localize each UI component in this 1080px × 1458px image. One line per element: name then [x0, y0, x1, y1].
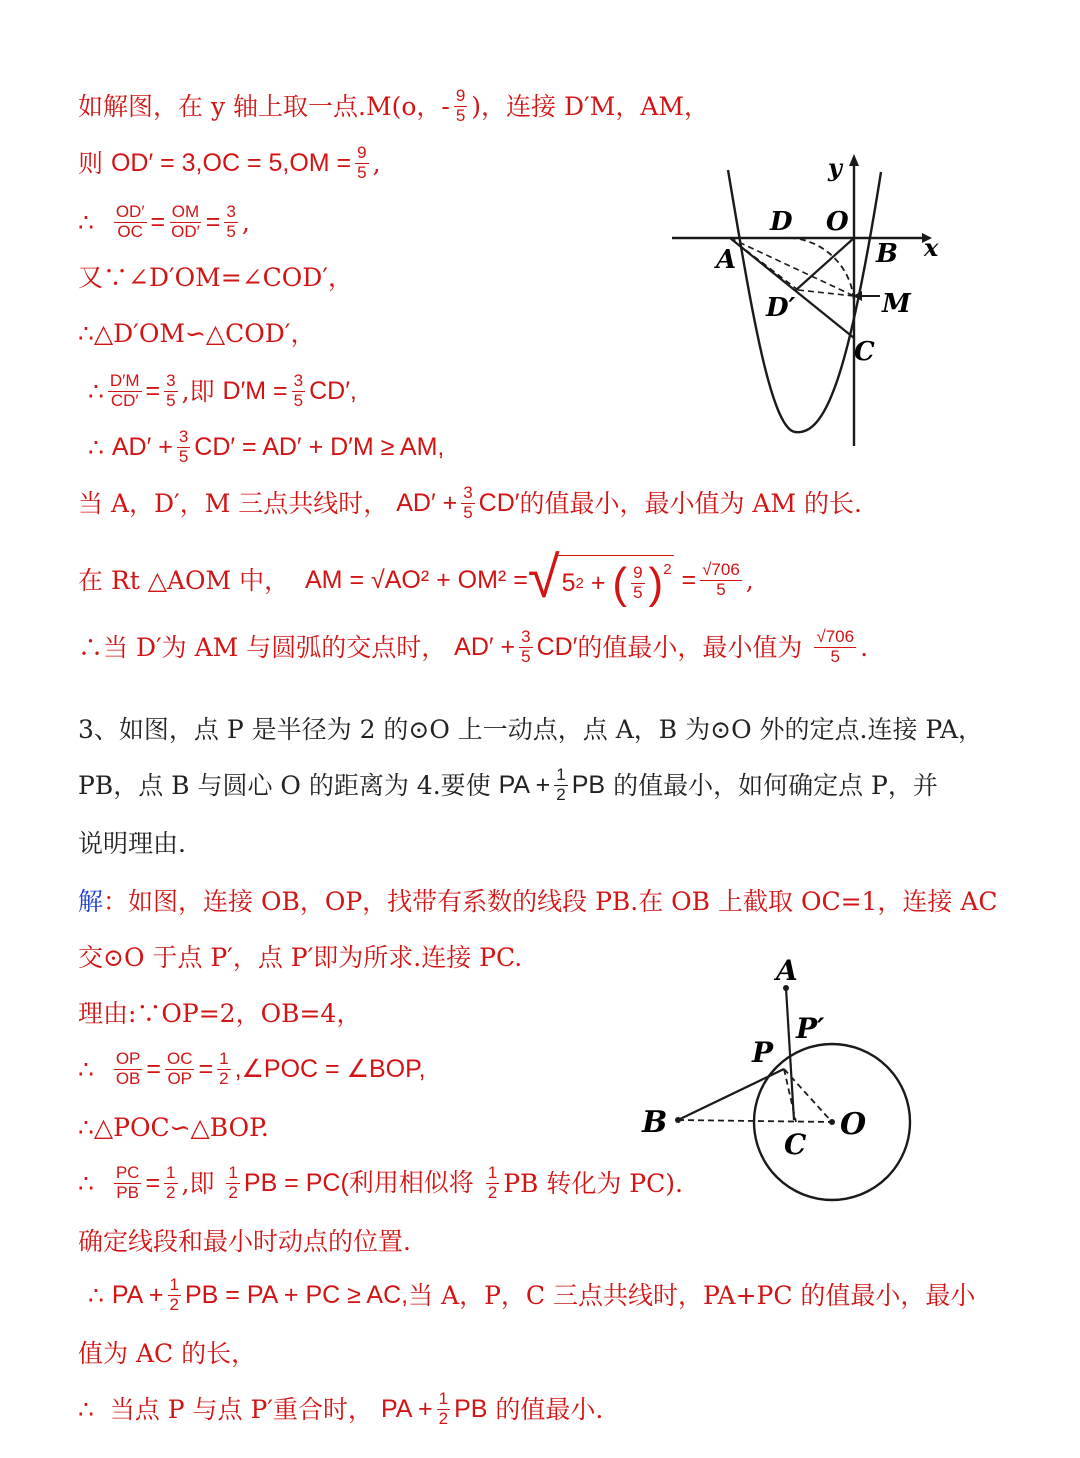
math: CD′ = AD′ + D′M ≥ AM,: [194, 432, 445, 461]
point-O: [829, 1119, 835, 1125]
label-M: M: [882, 289, 911, 319]
line-8: [78, 480, 862, 526]
text: ∴当 D′为 AM 与圆弧的交点时，: [78, 632, 447, 662]
text: 当点 P 与点 P′重合时，: [109, 1394, 373, 1424]
math: PA +: [380, 1394, 433, 1423]
label-D: D: [770, 207, 793, 237]
text: 值为 AC 的长，: [78, 1338, 257, 1368]
math: =: [198, 1054, 214, 1083]
line-15: [78, 942, 522, 972]
text: 在 Rt △AOM 中，: [78, 565, 290, 595]
line-7: [88, 424, 444, 470]
therefore-symbol: ∴: [78, 1394, 94, 1424]
line-12: [78, 762, 938, 808]
math: AD′ +: [111, 432, 173, 461]
radicand: 5 2 + ( $\frac{9}{5}$ ) $^2$: [558, 555, 674, 606]
line-23: [78, 1386, 603, 1432]
label-x: x: [924, 233, 939, 262]
fraction: $\frac{OP}{OB}$: [115, 1048, 141, 1088]
text: ：如图，连接 OB，OP，找带有系数的线段 PB.在 OB 上截取 OC=1，连接 AC: [103, 886, 998, 916]
fraction: $\frac{OC}{OP}$: [166, 1048, 193, 1088]
therefore-symbol: ∴: [88, 1280, 104, 1310]
fraction: $\frac{3}{5}$: [293, 370, 304, 410]
therefore-symbol: ∴: [88, 432, 104, 462]
fraction: $\frac{OD'}{OC}$: [115, 201, 145, 241]
figure-circle: [630, 952, 930, 1208]
line-20: [78, 1226, 411, 1256]
math: =: [145, 376, 161, 405]
line-18: [78, 1112, 269, 1142]
label-P-prime: P′: [796, 1012, 825, 1045]
label-A: A: [716, 245, 737, 275]
math: CD′,: [309, 376, 357, 405]
math: PA +: [498, 770, 551, 799]
therefore-symbol: ∴: [88, 376, 104, 406]
point-B: [675, 1117, 681, 1123]
fraction: $\frac{1}{2}$: [169, 1274, 179, 1314]
fraction: $\frac{1}{2}$: [219, 1048, 229, 1088]
therefore-symbol: ∴: [78, 1054, 94, 1084]
line-3: [78, 200, 250, 244]
math: =: [150, 207, 166, 236]
text: 如解图，在 y 轴上取一点.M(o，-: [78, 91, 450, 121]
text: ,: [241, 207, 250, 237]
fraction: $\frac{OM}{OD'}$: [171, 201, 200, 241]
text: ,即: [181, 1168, 215, 1198]
label-P: P: [752, 1036, 774, 1069]
text: 的值最小，最小值为 AM 的长.: [519, 488, 862, 518]
label-O: O: [840, 1107, 867, 1142]
math: AD′ +: [454, 632, 516, 661]
fraction: $\frac{3}{5}$: [178, 426, 189, 466]
math: D′M =: [222, 376, 288, 405]
label-D-prime: D′: [766, 293, 796, 323]
math: =: [146, 1054, 161, 1083]
fraction: $\frac{1}{2}$: [556, 764, 566, 804]
math: =: [681, 565, 697, 594]
therefore-symbol: ∴: [78, 207, 94, 237]
segment-PO-dashed: [784, 1069, 832, 1122]
line-11: [78, 714, 983, 744]
line-22: [78, 1338, 256, 1368]
math: PB: [454, 1394, 488, 1423]
line-6: [88, 368, 357, 414]
text: 交⊙O 于点 P′，点 P′即为所求.连接 PC.: [78, 942, 523, 972]
text: 则: [78, 148, 104, 178]
math: =: [145, 1168, 161, 1197]
line-21: [88, 1272, 975, 1318]
label-B: B: [642, 1105, 668, 1140]
text: 3、如图，点 P 是半径为 2 的⊙O 上一动点，点 A，B 为⊙O 外的定点.连接 PA，: [78, 714, 983, 744]
line-5: [78, 318, 315, 348]
line-17: [78, 1046, 426, 1092]
fraction: $\frac{3}{5}$: [226, 201, 236, 241]
math: =: [205, 207, 221, 236]
therefore-symbol: ∴: [78, 1168, 94, 1198]
text: )，连接 D′M，AM，: [471, 91, 709, 121]
math: PB = PC(利用相似将: [243, 1168, 474, 1197]
figure-parabola: [660, 150, 950, 450]
fraction: $\frac{√706}{5}$: [816, 626, 855, 666]
text: ∴△D′OM∽△COD′，: [78, 318, 316, 348]
fraction: $\frac{PC}{PB}$: [115, 1162, 140, 1202]
fraction: $\frac{1}{2}$: [487, 1162, 498, 1202]
segment-AD-prime: [730, 238, 798, 290]
fraction: $\frac{9}{5}$: [455, 85, 466, 125]
text: ,即: [181, 376, 215, 406]
radical-sign: √: [527, 545, 560, 610]
text: ,: [372, 148, 381, 178]
solution-label: 解: [78, 886, 104, 916]
line-9: [78, 545, 754, 610]
line-4: [78, 262, 353, 292]
math: ,∠POC = ∠BOP,: [234, 1054, 426, 1083]
parabola-curve: [728, 170, 881, 432]
fraction: $\frac{1}{2}$: [166, 1162, 176, 1202]
fraction: $\frac{3}{5}$: [166, 370, 176, 410]
fraction: $\frac{3}{5}$: [463, 482, 473, 522]
text: 的值最小.: [495, 1394, 604, 1424]
line-2: [78, 142, 381, 184]
line-1: [78, 86, 709, 126]
segment-BP: [678, 1069, 784, 1120]
text: PB 转化为 PC).: [503, 1168, 683, 1198]
label-A: A: [776, 954, 798, 987]
math: PB: [571, 770, 606, 799]
text: 又∵∠D′OM=∠COD′，: [78, 262, 354, 292]
line-10: [78, 624, 868, 670]
fraction: $\frac{√706}{5}$: [702, 559, 740, 599]
text: PB，点 B 与圆心 O 的距离为 4.要使: [78, 770, 491, 800]
math: AD′ +: [396, 488, 458, 517]
fraction: $\frac{9}{5}$: [357, 142, 367, 182]
text: 理由:∵OP=2，OB=4，: [78, 998, 362, 1028]
line-16: [78, 998, 361, 1028]
fraction: $\frac{1}{2}$: [228, 1162, 238, 1202]
label-y: y: [828, 153, 842, 182]
math: PB = PA + PC ≥ AC,: [185, 1280, 409, 1309]
line-13: [78, 828, 186, 858]
text: .: [860, 632, 869, 662]
math: AM = √AO² + OM² =: [305, 565, 528, 594]
fraction: $\frac{9}{5}$: [633, 563, 643, 602]
label-C: C: [784, 1128, 807, 1161]
line-14: [78, 886, 998, 916]
label-O: O: [826, 207, 849, 237]
math: CD′: [478, 488, 520, 517]
fraction: $\frac{D'M}{CD'}$: [109, 370, 140, 410]
text: 说明理由.: [78, 828, 186, 858]
math: CD′: [536, 632, 578, 661]
text: 的值最小，最小值为: [577, 632, 803, 662]
line-19: [78, 1160, 683, 1206]
fraction: $\frac{1}{2}$: [438, 1388, 449, 1428]
fraction: $\frac{3}{5}$: [521, 626, 531, 666]
math: OD′ = 3,OC = 5,OM =: [110, 148, 352, 177]
text: 当 A，D′，M 三点共线时，: [78, 488, 389, 518]
math: PA +: [111, 1280, 164, 1309]
segment-D-prime-M: [798, 290, 854, 296]
text: 的值最小，如何确定点 P，并: [613, 770, 938, 800]
text: 当 A，P，C 三点共线时，PA+PC 的值最小，最小: [408, 1280, 976, 1310]
text: 确定线段和最小时动点的位置.: [78, 1226, 411, 1256]
text: ,: [745, 565, 754, 595]
text: ∴△POC∽△BOP.: [78, 1112, 269, 1142]
y-axis-arrow: [849, 154, 859, 166]
label-B: B: [876, 239, 898, 269]
label-C: C: [854, 337, 875, 367]
